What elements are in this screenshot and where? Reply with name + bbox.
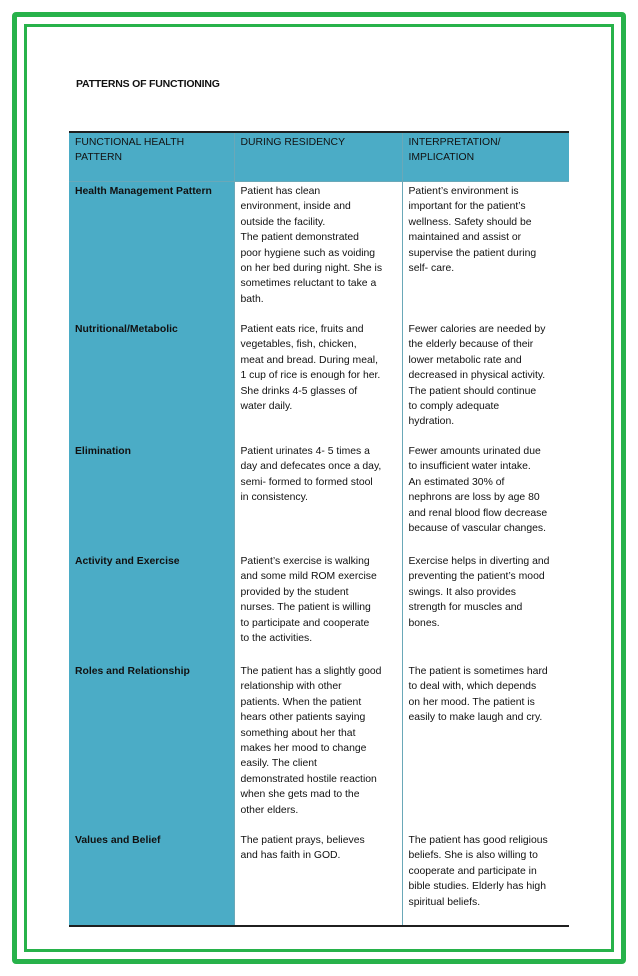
cell-residency: Patient urinates 4- 5 times a day and defecates once a day, semi- formed to formed stool in consistency. [234, 442, 402, 552]
cell-pattern: Activity and Exercise [69, 552, 234, 662]
table-row [69, 552, 569, 662]
cell-residency: Patient eats rice, fruits and vegetables, fish, chicken, meat and bread. During meal, 1 cup of rice is enough for her. She drinks 4-5 glasses of water daily. [234, 320, 402, 442]
cell-implication: Patient’s environment is important for the patient’s wellness. Safety should be maintained and assist or supervise the patient during self- care. [402, 182, 569, 321]
cell-implication: The patient has good religious beliefs. She is also willing to cooperate and participate in bible studies. Elderly has high spiritual beliefs. [402, 831, 569, 926]
cell-implication: The patient is sometimes hard to deal with, which depends on her mood. The patient is easily to make laugh and cry. [402, 662, 569, 831]
header-functional-health-pattern: FUNCTIONAL HEALTH PATTERN [69, 132, 234, 182]
cell-residency: The patient has a slightly good relationship with other patients. When the patient hears other patients saying something about her that makes her mood to change easily. The client demonstrated hostile reaction when she gets mad to the other elders. [234, 662, 402, 831]
header-during-residency: DURING RESIDENCY [234, 132, 402, 182]
table-row [69, 831, 569, 926]
cell-implication: Exercise helps in diverting and preventing the patient’s mood swings. It also provides strength for muscles and bones. [402, 552, 569, 662]
cell-pattern: Values and Belief [69, 831, 234, 926]
table-header-row [69, 132, 569, 182]
header-interpretation-implication: INTERPRETATION/ IMPLICATION [402, 132, 569, 182]
cell-implication: Fewer amounts urinated due to insufficient water intake. An estimated 30% of nephrons are loss by age 80 and renal blood flow decrease because of vascular changes. [402, 442, 569, 552]
table-row [69, 442, 569, 552]
functioning-table [69, 131, 569, 927]
table-row [69, 320, 569, 442]
cell-residency: The patient prays, believes and has faith in GOD. [234, 831, 402, 926]
cell-residency: Patient’s exercise is walking and some mild ROM exercise provided by the student nurses. The patient is willing to participate and cooperate to the activities. [234, 552, 402, 662]
page-title: PATTERNS OF FUNCTIONING [76, 78, 220, 90]
cell-implication: Fewer calories are needed by the elderly because of their lower metabolic rate and decreased in physical activity. The patient should continue to comply adequate hydration. [402, 320, 569, 442]
cell-residency: Patient has clean environment, inside and outside the facility. The patient demonstrated poor hygiene such as voiding on her bed during night. She is sometimes reluctant to take a bath. [234, 182, 402, 321]
table-row [69, 182, 569, 321]
cell-pattern: Nutritional/Metabolic [69, 320, 234, 442]
cell-pattern: Roles and Relationship [69, 662, 234, 831]
cell-pattern: Health Management Pattern [69, 182, 234, 321]
table-row [69, 662, 569, 831]
cell-pattern: Elimination [69, 442, 234, 552]
